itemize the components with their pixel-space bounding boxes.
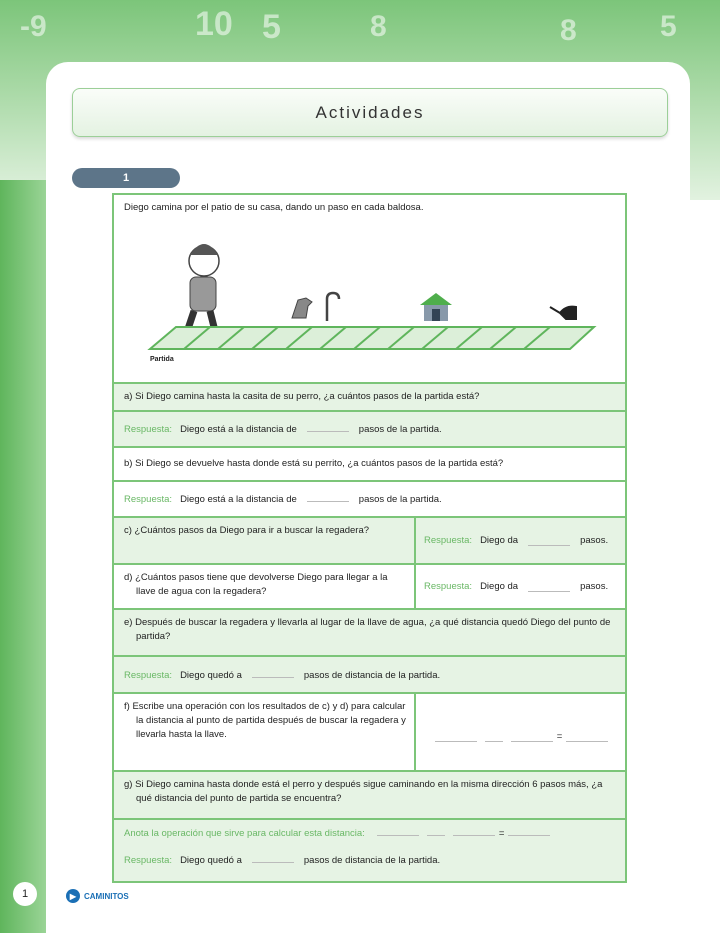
header-background: -9 10 5 8 8 5 (0, 0, 720, 200)
play-icon: ▶ (66, 889, 80, 903)
answer-b-blank[interactable] (307, 492, 349, 502)
activity-box (112, 193, 627, 883)
g-operand-1-blank[interactable] (377, 826, 419, 836)
watering-can-icon (550, 307, 576, 319)
dog-icon (292, 298, 312, 318)
page-number: 1 (13, 882, 37, 906)
activity-number-tab: 1 (72, 168, 180, 188)
answer-e-blank[interactable] (252, 668, 294, 678)
g-operand-2-blank[interactable] (453, 826, 495, 836)
question-g: g) Si Diego camina hasta donde está el perro y después sigue caminando en la misma dirección 6 pasos más, ¿a qué distancia del punto de partida se encuentra? (114, 772, 625, 820)
start-label: Partida (150, 356, 174, 363)
question-e: e) Después de buscar la regadera y llevarla al lugar de la llave de agua, ¿a qué distancia quedó Diego del punto de partida? (114, 610, 625, 657)
water-tap-icon (327, 293, 339, 321)
publisher-logo: ▶ CAMINITOS (66, 889, 129, 903)
patio-illustration (124, 221, 614, 381)
question-a: a) Si Diego camina hasta la casita de su perro, ¿a cuántos pasos de la partida está? (114, 384, 625, 412)
answer-b: Respuesta: Diego está a la distancia de pasos de la partida. (114, 482, 625, 518)
page-title: Actividades (72, 88, 668, 137)
operand-1-blank[interactable] (435, 732, 477, 742)
intro-text: Diego camina por el patio de su casa, dando un paso en cada baldosa. (124, 202, 424, 213)
answer-a: Respuesta: Diego está a la distancia de pasos de la partida. (114, 412, 625, 448)
tile-path (150, 327, 594, 349)
answer-d-blank[interactable] (528, 582, 570, 592)
doghouse-icon (420, 293, 452, 321)
answer-a-blank[interactable] (307, 422, 349, 432)
answer-e: Respuesta: Diego quedó a pasos de distancia de la partida. (114, 657, 625, 694)
question-b: b) Si Diego se devuelve hasta donde está su perrito, ¿a cuántos pasos de la partida está? (114, 448, 625, 482)
g-result-blank[interactable] (508, 826, 550, 836)
question-f: f) Escribe una operación con los resultados de c) y d) para calcular la distancia al punto de partida después de buscar la regadera y llevarla hasta la llave. = (114, 694, 625, 772)
question-c: c) ¿Cuántos pasos da Diego para ir a buscar la regadera? Respuesta: Diego da pasos. (114, 518, 625, 565)
left-margin-strip (0, 180, 46, 933)
answer-g: Anota la operación que sirve para calcular esta distancia: = Respuesta: Diego quedó a pasos de distancia de la partida. (114, 820, 625, 881)
operator-blank[interactable] (485, 732, 503, 742)
intro-section (114, 195, 625, 384)
question-d: d) ¿Cuántos pasos tiene que devolverse Diego para llegar a la llave de agua con la regadera? Respuesta: Diego da pasos. (114, 565, 625, 610)
boy-icon (186, 244, 219, 335)
answer-g-blank[interactable] (252, 853, 294, 863)
answer-c-blank[interactable] (528, 536, 570, 546)
result-blank[interactable] (566, 732, 608, 742)
operand-2-blank[interactable] (511, 732, 553, 742)
g-operator-blank[interactable] (427, 826, 445, 836)
